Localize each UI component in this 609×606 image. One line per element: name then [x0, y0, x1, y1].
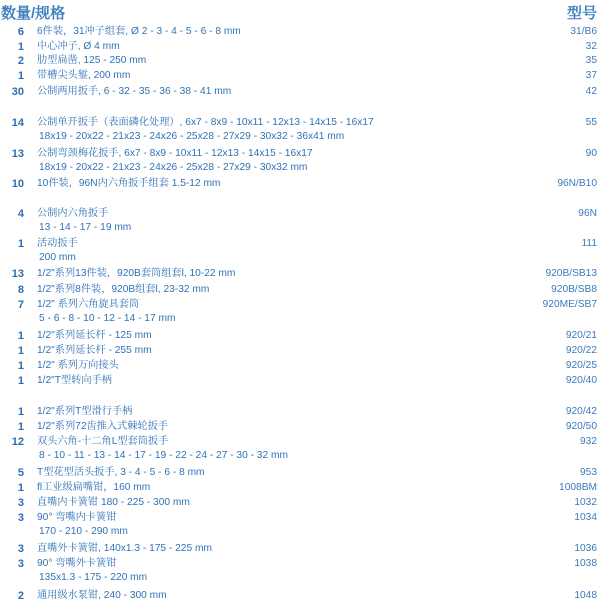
- item-quantity: 5: [17, 467, 24, 479]
- item-description: 直嘴外卡簧钳, 140x1.3 - 175 - 225 mm: [37, 543, 212, 554]
- item-model-code: 96N: [578, 208, 597, 219]
- item-quantity: 1: [17, 421, 24, 433]
- item-model-code: 920/21: [565, 330, 597, 341]
- item-description: 90° 弯嘴内卡簧钳: [37, 512, 117, 523]
- item-description-continued: 18x19 - 20x22 - 21x23 - 24x26 - 25x28 - 27x29 - 30x32 - 36x41 mm: [39, 131, 345, 142]
- item-row: [0, 512, 609, 538]
- item-description: 1/2"系列延长杆 - 255 mm: [37, 345, 152, 356]
- item-quantity: 1: [17, 330, 24, 342]
- item-quantity: 2: [17, 590, 24, 602]
- item-row: [0, 238, 609, 264]
- item-model-code: 920/50: [565, 421, 597, 432]
- item-row: [0, 330, 609, 342]
- item-row: [0, 558, 609, 584]
- item-description-continued: 135x1.3 - 175 - 220 mm: [39, 572, 148, 583]
- item-row: [0, 148, 609, 174]
- model-header: 型号: [566, 5, 597, 22]
- item-row: [0, 70, 609, 82]
- item-model-code: 920/25: [565, 360, 597, 371]
- item-model-code: 111: [581, 238, 597, 249]
- item-model-code: 953: [580, 467, 597, 478]
- item-row: [0, 55, 609, 67]
- item-description: 6件装，31冲子组套, Ø 2 - 3 - 4 - 5 - 6 - 8 mm: [37, 26, 241, 37]
- item-description: 1/2"系列T型滑行手柄: [37, 406, 133, 417]
- item-description: 1/2"系列8件装，920B组套l, 23-32 mm: [37, 284, 210, 295]
- item-description: 直嘴内卡簧钳 180 - 225 - 300 mm: [37, 497, 190, 508]
- item-quantity: 12: [11, 436, 24, 448]
- item-quantity: 3: [17, 543, 24, 555]
- item-model-code: 920B/SB13: [545, 268, 597, 279]
- item-quantity: 3: [17, 497, 24, 509]
- item-description-continued: 5 - 6 - 8 - 10 - 12 - 14 - 17 mm: [39, 313, 176, 324]
- item-description-continued: 13 - 14 - 17 - 19 mm: [39, 222, 132, 233]
- quantity-spec-header: 数量/规格: [1, 5, 66, 22]
- item-row: [0, 482, 609, 494]
- item-quantity: 1: [17, 360, 24, 372]
- item-model-code: 32: [585, 41, 597, 52]
- item-quantity: 10: [11, 178, 24, 190]
- item-description: 通用级水泵钳, 240 - 300 mm: [37, 590, 167, 601]
- item-model-code: 1048: [574, 590, 597, 601]
- item-description: 公制单开扳手（表面磷化处理）, 6x7 - 8x9 - 10x11 - 12x13 - 14x15 - 16x17: [37, 117, 374, 128]
- item-row: [0, 375, 609, 387]
- item-row: [0, 299, 609, 325]
- item-quantity: 8: [17, 284, 24, 296]
- item-model-code: 920/40: [565, 375, 597, 386]
- item-model-code: 42: [585, 86, 597, 97]
- item-model-code: 1034: [574, 512, 597, 523]
- item-description: 1/2" 系列万向接头: [37, 360, 119, 371]
- item-row: [0, 406, 609, 418]
- item-model-code: 55: [585, 117, 597, 128]
- item-model-code: 1036: [574, 543, 597, 554]
- item-model-code: 920/42: [565, 406, 597, 417]
- item-quantity: 4: [17, 208, 24, 220]
- item-quantity: 1: [17, 70, 24, 82]
- item-row: [0, 497, 609, 509]
- item-description: 1/2"系列延长杆 - 125 mm: [37, 330, 152, 341]
- item-description: 10件装，96N内六角扳手组套 1.5-12 mm: [37, 178, 221, 189]
- item-description: 90° 弯嘴外卡簧钳: [37, 558, 117, 569]
- item-quantity: 1: [17, 375, 24, 387]
- item-quantity: 13: [11, 268, 24, 280]
- item-row: [0, 421, 609, 433]
- item-row: [0, 345, 609, 357]
- item-description: 1/2"系列13件装，920B套筒组套l, 10-22 mm: [37, 268, 236, 279]
- item-quantity: 3: [17, 558, 24, 570]
- item-description: 1/2"系列72齿推入式棘轮扳手: [37, 421, 168, 432]
- item-quantity: 6: [17, 26, 24, 38]
- item-model-code: 1038: [574, 558, 597, 569]
- item-description-continued: 170 - 210 - 290 mm: [39, 526, 128, 537]
- item-model-code: 932: [580, 436, 597, 447]
- item-description: T型花型活头扳手, 3 - 4 - 5 - 6 - 8 mm: [37, 467, 205, 478]
- item-model-code: 920/22: [565, 345, 597, 356]
- item-description: 1/2"T型转向手柄: [37, 375, 112, 386]
- item-row: [0, 360, 609, 372]
- item-description: 1/2" 系列六角旋具套筒: [37, 299, 140, 310]
- item-description: 带槽尖头錾, 200 mm: [37, 70, 131, 81]
- item-description: 活动扳手: [37, 238, 78, 249]
- item-quantity: 1: [17, 345, 24, 357]
- item-model-code: 96N/B10: [557, 178, 597, 189]
- item-row: [0, 178, 609, 190]
- item-quantity: 1: [17, 41, 24, 53]
- item-row: [0, 41, 609, 53]
- item-model-code: 1008BM: [559, 482, 597, 493]
- item-quantity: 1: [17, 406, 24, 418]
- item-quantity: 30: [11, 86, 24, 98]
- item-row: [0, 590, 609, 602]
- item-model-code: 37: [585, 70, 597, 81]
- item-model-code: 920B/SB8: [551, 284, 597, 295]
- item-quantity: 3: [17, 512, 24, 524]
- item-description: 公制两用扳手, 6 - 32 - 35 - 36 - 38 - 41 mm: [37, 86, 232, 97]
- item-quantity: 2: [17, 55, 24, 67]
- item-description: 中心冲子, Ø 4 mm: [37, 41, 120, 52]
- item-description: 公制内六角扳手: [37, 208, 109, 219]
- item-quantity: 13: [11, 148, 24, 160]
- item-model-code: 1032: [574, 497, 597, 508]
- item-model-code: 31/B6: [570, 26, 597, 37]
- item-row: [0, 284, 609, 296]
- item-quantity: 1: [17, 482, 24, 494]
- item-row: [0, 86, 609, 98]
- item-description-continued: 18x19 - 20x22 - 21x23 - 24x26 - 25x28 - 27x29 - 30x32 mm: [39, 162, 308, 173]
- item-quantity: 7: [17, 299, 24, 311]
- item-row: [0, 208, 609, 234]
- item-description-continued: 8 - 10 - 11 - 13 - 14 - 17 - 19 - 22 - 24 - 27 - 30 - 32 mm: [39, 450, 288, 461]
- item-quantity: 14: [11, 117, 24, 129]
- item-description: fl工业级扁嘴钳，160 mm: [37, 482, 151, 493]
- item-row: [0, 117, 609, 143]
- item-model-code: 90: [585, 148, 597, 159]
- item-model-code: 35: [585, 55, 597, 66]
- item-description: 双头六角-十二角L型套筒扳手: [37, 436, 169, 447]
- item-row: [0, 467, 609, 479]
- item-description: 公制弯颈梅花扳手, 6x7 - 8x9 - 10x11 - 12x13 - 14x15 - 16x17: [37, 148, 313, 159]
- item-row: [0, 268, 609, 280]
- item-quantity: 1: [17, 238, 24, 250]
- item-row: [0, 436, 609, 462]
- item-row: [0, 543, 609, 555]
- item-row: [0, 26, 609, 38]
- item-model-code: 920ME/SB7: [542, 299, 597, 310]
- item-description-continued: 200 mm: [39, 252, 76, 263]
- item-description: 肋型扁凿, 125 - 250 mm: [37, 55, 147, 66]
